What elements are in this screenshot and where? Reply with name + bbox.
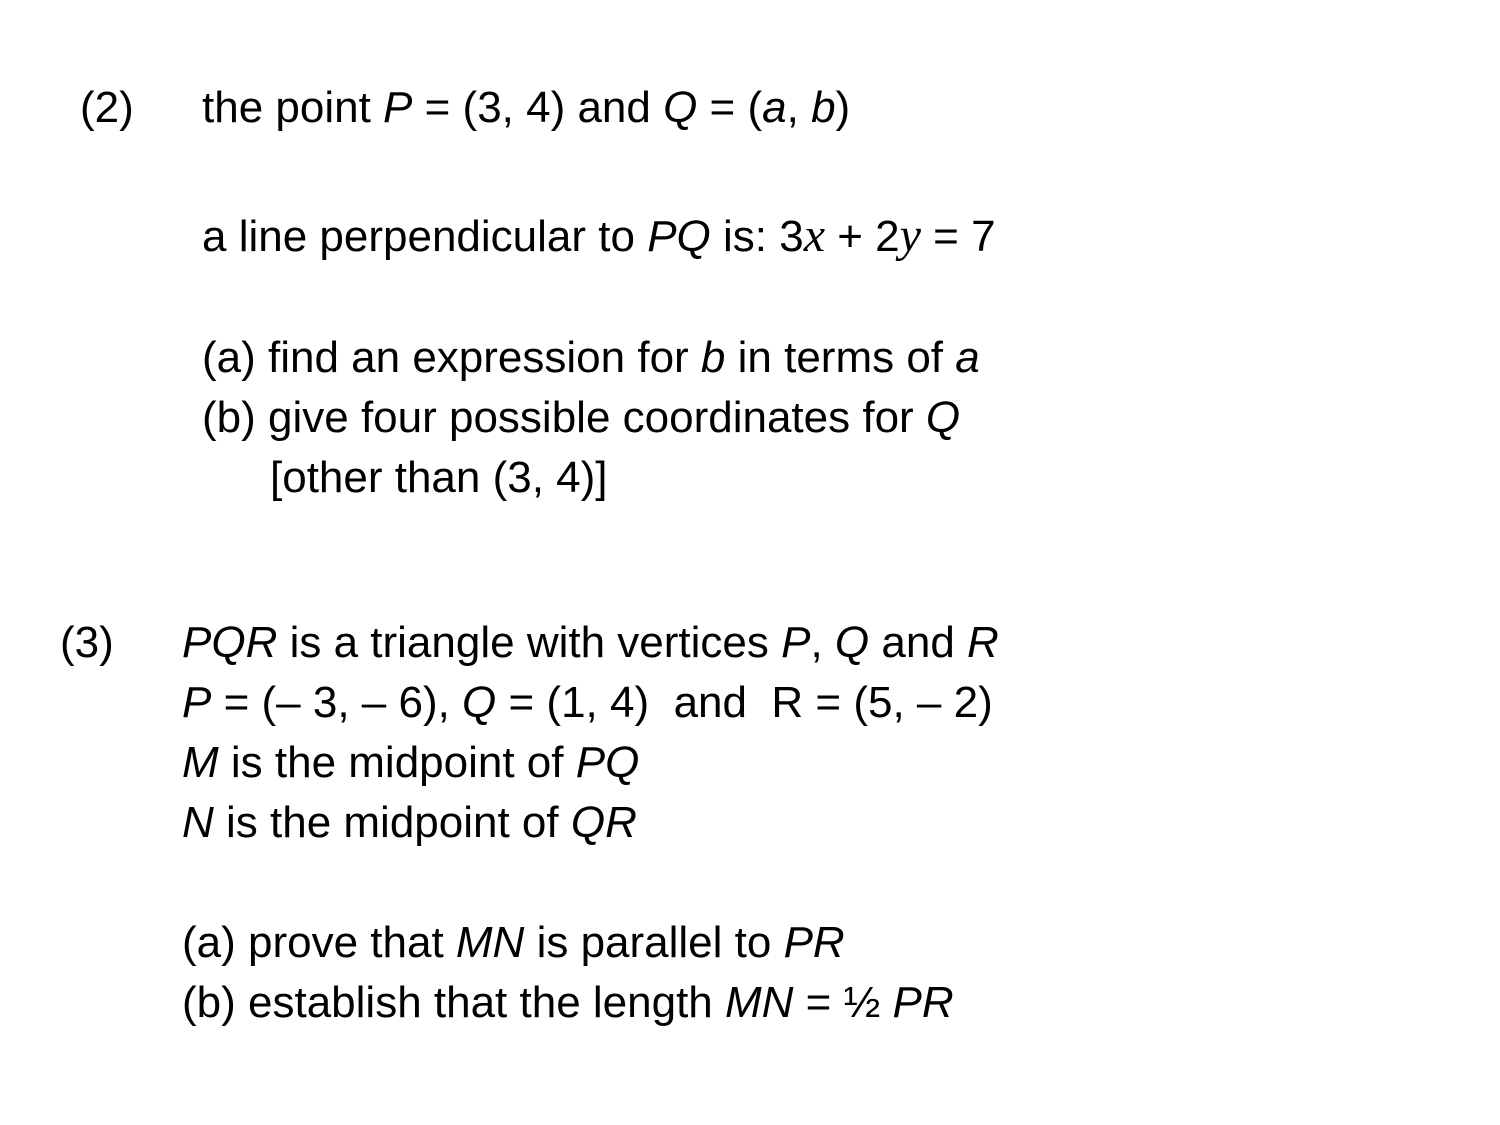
question-3-line-4 <box>182 798 637 847</box>
math-variable: M <box>182 738 219 787</box>
text-segment: = 7 <box>920 212 996 261</box>
text-segment: (a) prove that <box>182 918 456 967</box>
question-3-part-a <box>182 918 845 967</box>
text-segment: + 2 <box>825 212 900 261</box>
text-segment: = (3, 4) and <box>412 83 664 132</box>
math-variable: Q <box>834 618 870 667</box>
math-variable: N <box>182 798 214 847</box>
text-segment: = (1, 4) and R = (5, – 2) <box>496 678 993 727</box>
question-2-part-a <box>202 333 980 382</box>
text-segment: is a triangle with vertices <box>277 618 782 667</box>
text-segment: (a) find an expression for <box>202 333 701 382</box>
text-segment: a line perpendicular to <box>202 212 648 261</box>
question-2-part-b <box>202 393 961 442</box>
math-variable: y <box>899 209 921 262</box>
math-variable: PR <box>783 918 845 967</box>
text-segment: is the midpoint of <box>213 798 571 847</box>
text-segment: and <box>869 618 968 667</box>
text-segment: (b) establish that the length <box>182 978 725 1027</box>
text-segment: = (– 3, – 6), <box>211 678 463 727</box>
math-variable: Q <box>925 393 961 442</box>
text-segment: , <box>786 83 812 132</box>
math-variable: Q <box>663 83 698 132</box>
math-variable: P <box>383 83 413 132</box>
text-segment: in terms of <box>725 333 956 382</box>
math-variable: PQ <box>575 738 640 787</box>
text-segment: is: 3 <box>710 212 804 261</box>
question-3-part-b <box>182 978 954 1027</box>
question-2-part-b-note <box>270 453 608 502</box>
question-3-line-1 <box>182 618 999 667</box>
math-variable: a <box>762 83 787 132</box>
question-2-number: (2) <box>80 83 134 132</box>
text-segment: is the midpoint of <box>218 738 576 787</box>
question-3-line-2 <box>182 678 993 727</box>
math-variable: R <box>967 618 999 667</box>
question-2-line-1 <box>202 83 851 132</box>
text-segment: (b) give four possible coordinates for <box>202 393 926 442</box>
math-variable: PQ <box>647 212 711 261</box>
math-variable: QR <box>570 798 637 847</box>
text-segment: , <box>810 618 835 667</box>
math-variable: a <box>955 333 980 382</box>
text-segment: [other than (3, 4)] <box>270 453 608 502</box>
question-2-line-2 <box>202 209 996 262</box>
math-variable: Q <box>462 678 497 727</box>
question-3-number: (3) <box>60 618 114 667</box>
question-3-line-3 <box>182 738 640 787</box>
math-variable: b <box>811 83 836 132</box>
math-variable: MN <box>455 918 525 967</box>
text-segment: the point <box>202 83 384 132</box>
math-variable: x <box>803 209 825 262</box>
math-variable: PR <box>892 978 954 1027</box>
text-segment: = ( <box>697 83 763 132</box>
math-variable: b <box>700 333 726 382</box>
math-variable: P <box>781 618 811 667</box>
text-segment: is parallel to <box>524 918 784 967</box>
math-variable: MN <box>725 978 794 1027</box>
text-segment: = ½ <box>793 978 893 1027</box>
math-variable: P <box>182 678 212 727</box>
math-variable: PQR <box>182 618 278 667</box>
text-segment: ) <box>835 83 851 132</box>
